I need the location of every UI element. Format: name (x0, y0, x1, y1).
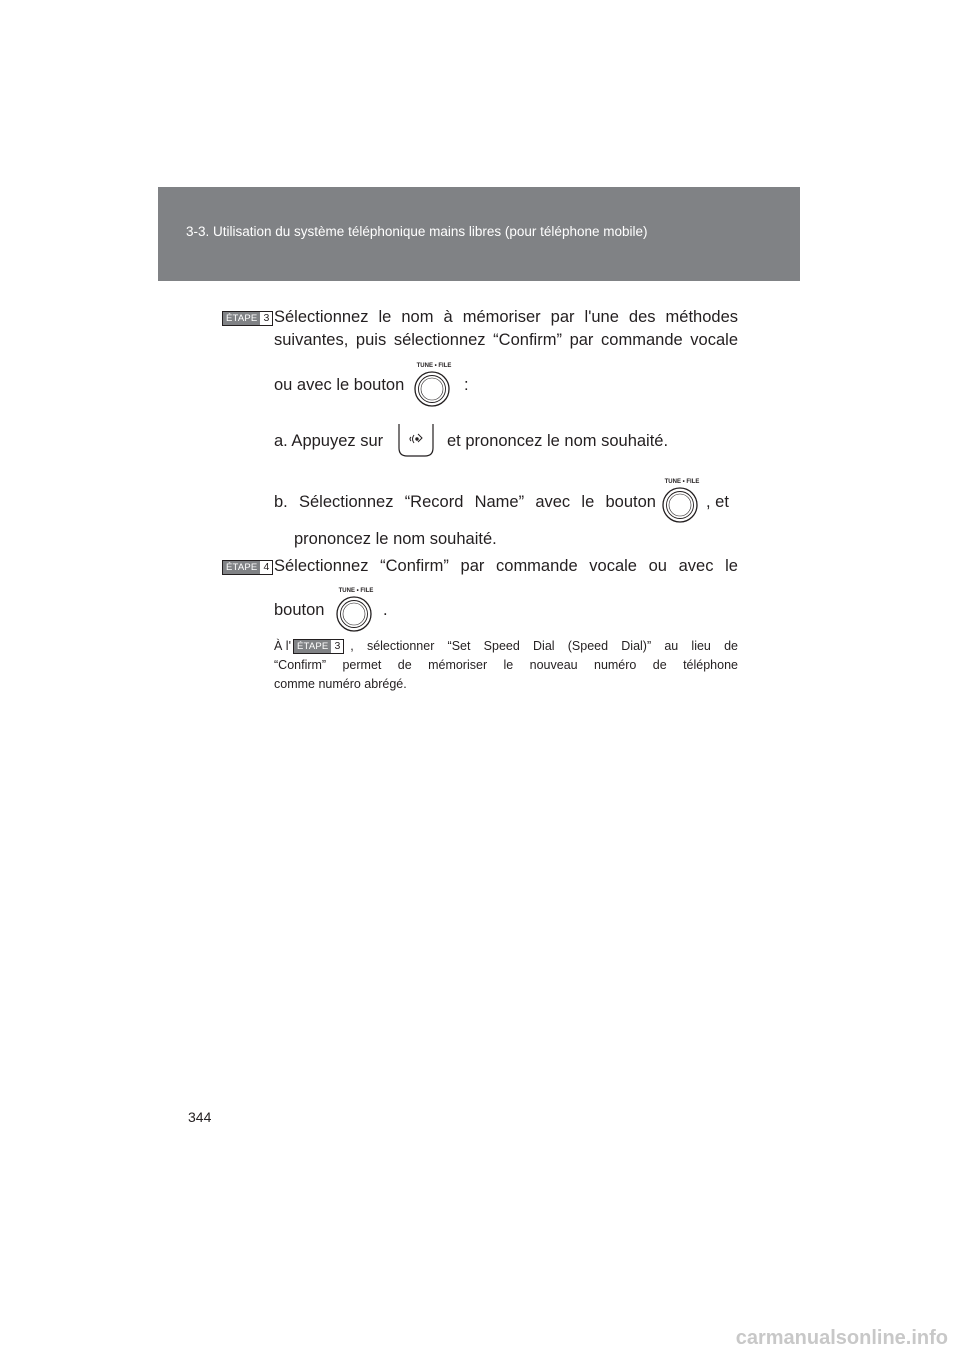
tune-file-knob-icon (334, 585, 374, 627)
step-3-reference-badge: ÉTAPE 3 (293, 639, 344, 654)
step-3-line-2: suivantes, puis sélectionnez “Confirm” par commande vocale (274, 331, 738, 349)
step-label: ÉTAPE (223, 312, 260, 325)
tune-file-knob-icon (412, 360, 452, 402)
tune-file-knob-icon (660, 476, 700, 518)
option-a-after-text: et prononcez le nom souhaité. (447, 432, 669, 450)
option-b-line-1: b. Sélectionnez “Record Name” avec le bouton (274, 493, 656, 511)
note-line-3: comme numéro abrégé. (274, 677, 407, 691)
voice-command-button-icon (397, 422, 435, 456)
step-4-line-2-text: bouton (274, 601, 325, 619)
step-3-line-1: Sélectionnez le nom à mémoriser par l'une des méthodes (274, 308, 738, 326)
step-3-colon: : (464, 376, 469, 394)
step-number: 3 (263, 312, 270, 324)
step-label: ÉTAPE (223, 561, 260, 574)
note-paragraph (274, 637, 738, 694)
svg-text:TUNE • FILE: TUNE • FILE (664, 479, 700, 485)
step-number: 4 (263, 561, 270, 573)
step-4-line-1: Sélectionnez “Confirm” par commande vocale ou avec le (274, 557, 738, 575)
step-3-badge (222, 311, 273, 326)
note-line-1: À l' ÉTAPE 3 , sélectionner “Set Speed Dial (Speed Dial)” au lieu de (274, 639, 738, 653)
note-line-2: “Confirm” permet de mémoriser le nouveau numéro de téléphone (274, 658, 738, 672)
section-title: 3-3. Utilisation du système téléphonique mains libres (pour téléphone mobile) (186, 224, 648, 239)
page-number: 344 (188, 1109, 212, 1125)
section-header (158, 187, 800, 281)
svg-text:TUNE • FILE: TUNE • FILE (338, 588, 374, 594)
step-3-line-3-text: ou avec le bouton (274, 376, 405, 394)
knob-label: TUNE • FILE (416, 363, 452, 369)
step-4-badge (222, 560, 273, 575)
option-b-line-2: prononcez le nom souhaité. (294, 530, 497, 548)
option-b-after-text: , et (706, 493, 729, 511)
watermark: carmanualsonline.info (735, 1327, 948, 1349)
step-4-period: . (383, 601, 388, 619)
option-a-text: a. Appuyez sur (274, 432, 384, 450)
